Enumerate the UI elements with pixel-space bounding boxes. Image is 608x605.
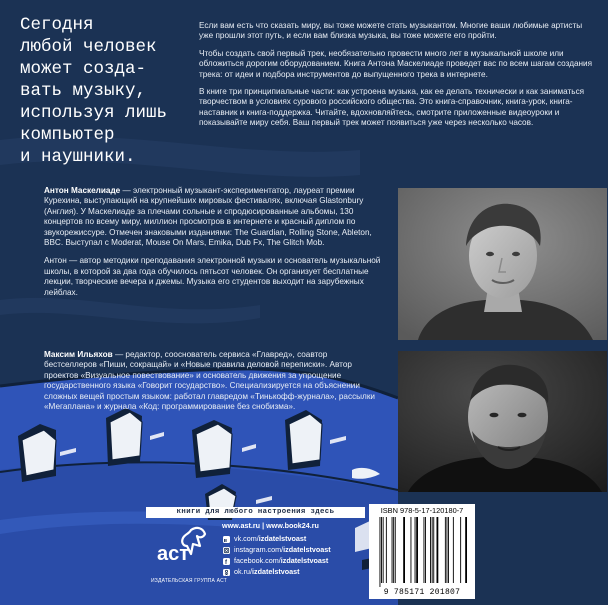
barcode-bar (411, 517, 412, 583)
maxim-bio-text: — редактор, сооснователь сервиса «Главред», соавтор бестселлеров «Пиши, сокращай» и «Новые правила деловой переписки». Автор проектов «Визуальное повествование» и основатель движения за упрощение государственного языка «Говорит государство». Специализируется на объяснении сложных вещей простым языком: работал главредом «Тинькофф-журнала», рассылки «Мегаплана» и журнала «Код: программирование без снобизма». (44, 350, 375, 412)
isbn-barcode-box (369, 504, 475, 599)
maxim-bio-paragraph (44, 350, 382, 412)
author-bio-maxim (44, 350, 382, 420)
website-links[interactable]: www.ast.ru | www.book24.ru (222, 521, 319, 530)
barcode-bar (425, 517, 426, 583)
social-handle: izdatelstvoast (280, 556, 329, 565)
social-link-facebook[interactable] (223, 556, 331, 566)
barcode-bar (432, 517, 433, 583)
barcode-bar (448, 517, 449, 583)
barcode-bar (415, 517, 416, 583)
social-prefix: instagram.com/ (234, 545, 284, 554)
facebook-icon (223, 558, 230, 565)
barcode-bar (381, 517, 382, 583)
barcode-bar (433, 517, 434, 583)
tagline-line: Сегодня (20, 15, 94, 35)
barcode-digits: 9 785171 201807 (383, 588, 461, 597)
social-link-instagram[interactable] (223, 545, 331, 555)
instagram-icon (223, 547, 230, 554)
series-slogan-band: книги для любого настроения здесь (146, 507, 365, 518)
social-link-text (234, 545, 331, 555)
author-bio-anton (44, 186, 382, 306)
maxim-name: Максим Ильяхов (44, 350, 113, 359)
barcode-bar (383, 517, 384, 583)
author-photo-maxim (398, 351, 607, 492)
svg-text:f: f (225, 559, 227, 565)
social-handle: izdatelstvoast (251, 567, 300, 576)
barcode-bar (437, 517, 439, 583)
barcode-bar (380, 517, 381, 587)
barcode-bar (416, 517, 418, 583)
barcode-bar (386, 517, 387, 583)
tagline-line: любой человек (20, 37, 157, 57)
social-handle: izdatelstvoast (283, 545, 331, 554)
social-handle: izdatelstvoast (258, 534, 307, 543)
vk-icon (223, 536, 230, 543)
social-link-text (234, 534, 306, 544)
anton-name: Антон Маскелиаде (44, 186, 121, 195)
tagline-line: используя лишь (20, 103, 168, 123)
isbn-number: ISBN 978-5-17-120180-7 (380, 506, 464, 515)
anton-bio-text: — электронный музыкант-экспериментатор, лауреат премии Курехина, выступающий на крупнейших мировых фестивалях, включая Glastonbury (Англия). У Маскелиаде за плечами сольные и спродюсированные альбомы, 130 концертов по всему миру, миллион просмотров в интернете и красный диплом по звукорежиссуре. Отмечен знаковыми изданиями: The Guardian, Rolling Stone, Ableton, BBC. Выступал с Moderat, Mouse On Mars, Emika, Dub Fx, The Glitch Mob. (44, 186, 372, 248)
barcode (375, 517, 469, 587)
barcode-bar (403, 517, 405, 583)
tagline-line: вать музыку, (20, 81, 147, 101)
publisher-logo (153, 524, 211, 574)
tagline (20, 14, 180, 168)
barcode-bar (430, 517, 431, 583)
description-paragraph: Чтобы создать свой первый трек, необязательно провести много лет в музыкальной школе или обложиться дорогим оборудованием. Книга Антона Маскелиаде проведет вас по всем шагам создания трека: от идеи и подбора инструментов до выпущенного трека в интернете. (199, 48, 593, 79)
author-photo-anton (398, 188, 607, 340)
social-prefix: ok.ru/ (234, 567, 252, 576)
social-prefix: vk.com/ (234, 534, 259, 543)
barcode-bar (453, 517, 454, 583)
social-prefix: facebook.com/ (234, 556, 281, 565)
svg-text:в: в (223, 537, 227, 543)
tagline-line: может созда- (20, 59, 147, 79)
description-paragraph: Если вам есть что сказать миру, вы тоже можете стать музыкантом. Многие ваши любимые артисты уже прошли этот путь, и если вам близка музыка, вы тоже можете его пройти. (199, 21, 583, 41)
barcode-bar (393, 517, 394, 583)
publisher-imprint: ИЗДАТЕЛЬСКАЯ ГРУППА АСТ (151, 578, 227, 584)
odnoklassniki-icon (223, 569, 230, 576)
barcode-bar (424, 517, 425, 583)
social-link-text (234, 556, 328, 566)
barcode-bar (460, 517, 461, 583)
barcode-bar (392, 517, 393, 583)
anton-bio-paragraph-2: Антон — автор методики преподавания электронной музыки и основатель музыкальной школы, в которой за два года обучилось пятьсот человек. Он организует бесплатные лекции, творческие вечера и джемы. Музыка его студентов выходит на зарубежных лейблах. (44, 256, 381, 297)
social-link-text (234, 567, 300, 577)
portrait-anton-illustration (398, 188, 607, 340)
tagline-line: и наушники. (20, 147, 136, 167)
portrait-maxim-illustration (398, 351, 607, 492)
description-paragraph: В книге три принципиальные части: как устроена музыка, как ее делать технически и как заниматься творчеством в условиях сурового российского общества. Это книга-справочник, книга-урок, книга-наставник и книга-поддержка. Читайте, вдохновляйтесь, смотрите приложенные видеоуроки и показывайте миру себя. Ваш первый трек может появиться уже через несколько часов. (199, 87, 585, 128)
barcode-bar (445, 517, 446, 583)
anton-bio-paragraph (44, 186, 382, 248)
social-link-odnoklassniki[interactable] (223, 567, 331, 577)
barcode-bar (447, 517, 448, 583)
social-links (223, 534, 331, 578)
logo-text: аст (157, 543, 190, 565)
social-link-vk[interactable] (223, 534, 331, 544)
book-description (199, 21, 595, 136)
tagline-line: компьютер (20, 125, 115, 145)
barcode-bar (395, 517, 396, 583)
barcode-bar (465, 517, 467, 583)
